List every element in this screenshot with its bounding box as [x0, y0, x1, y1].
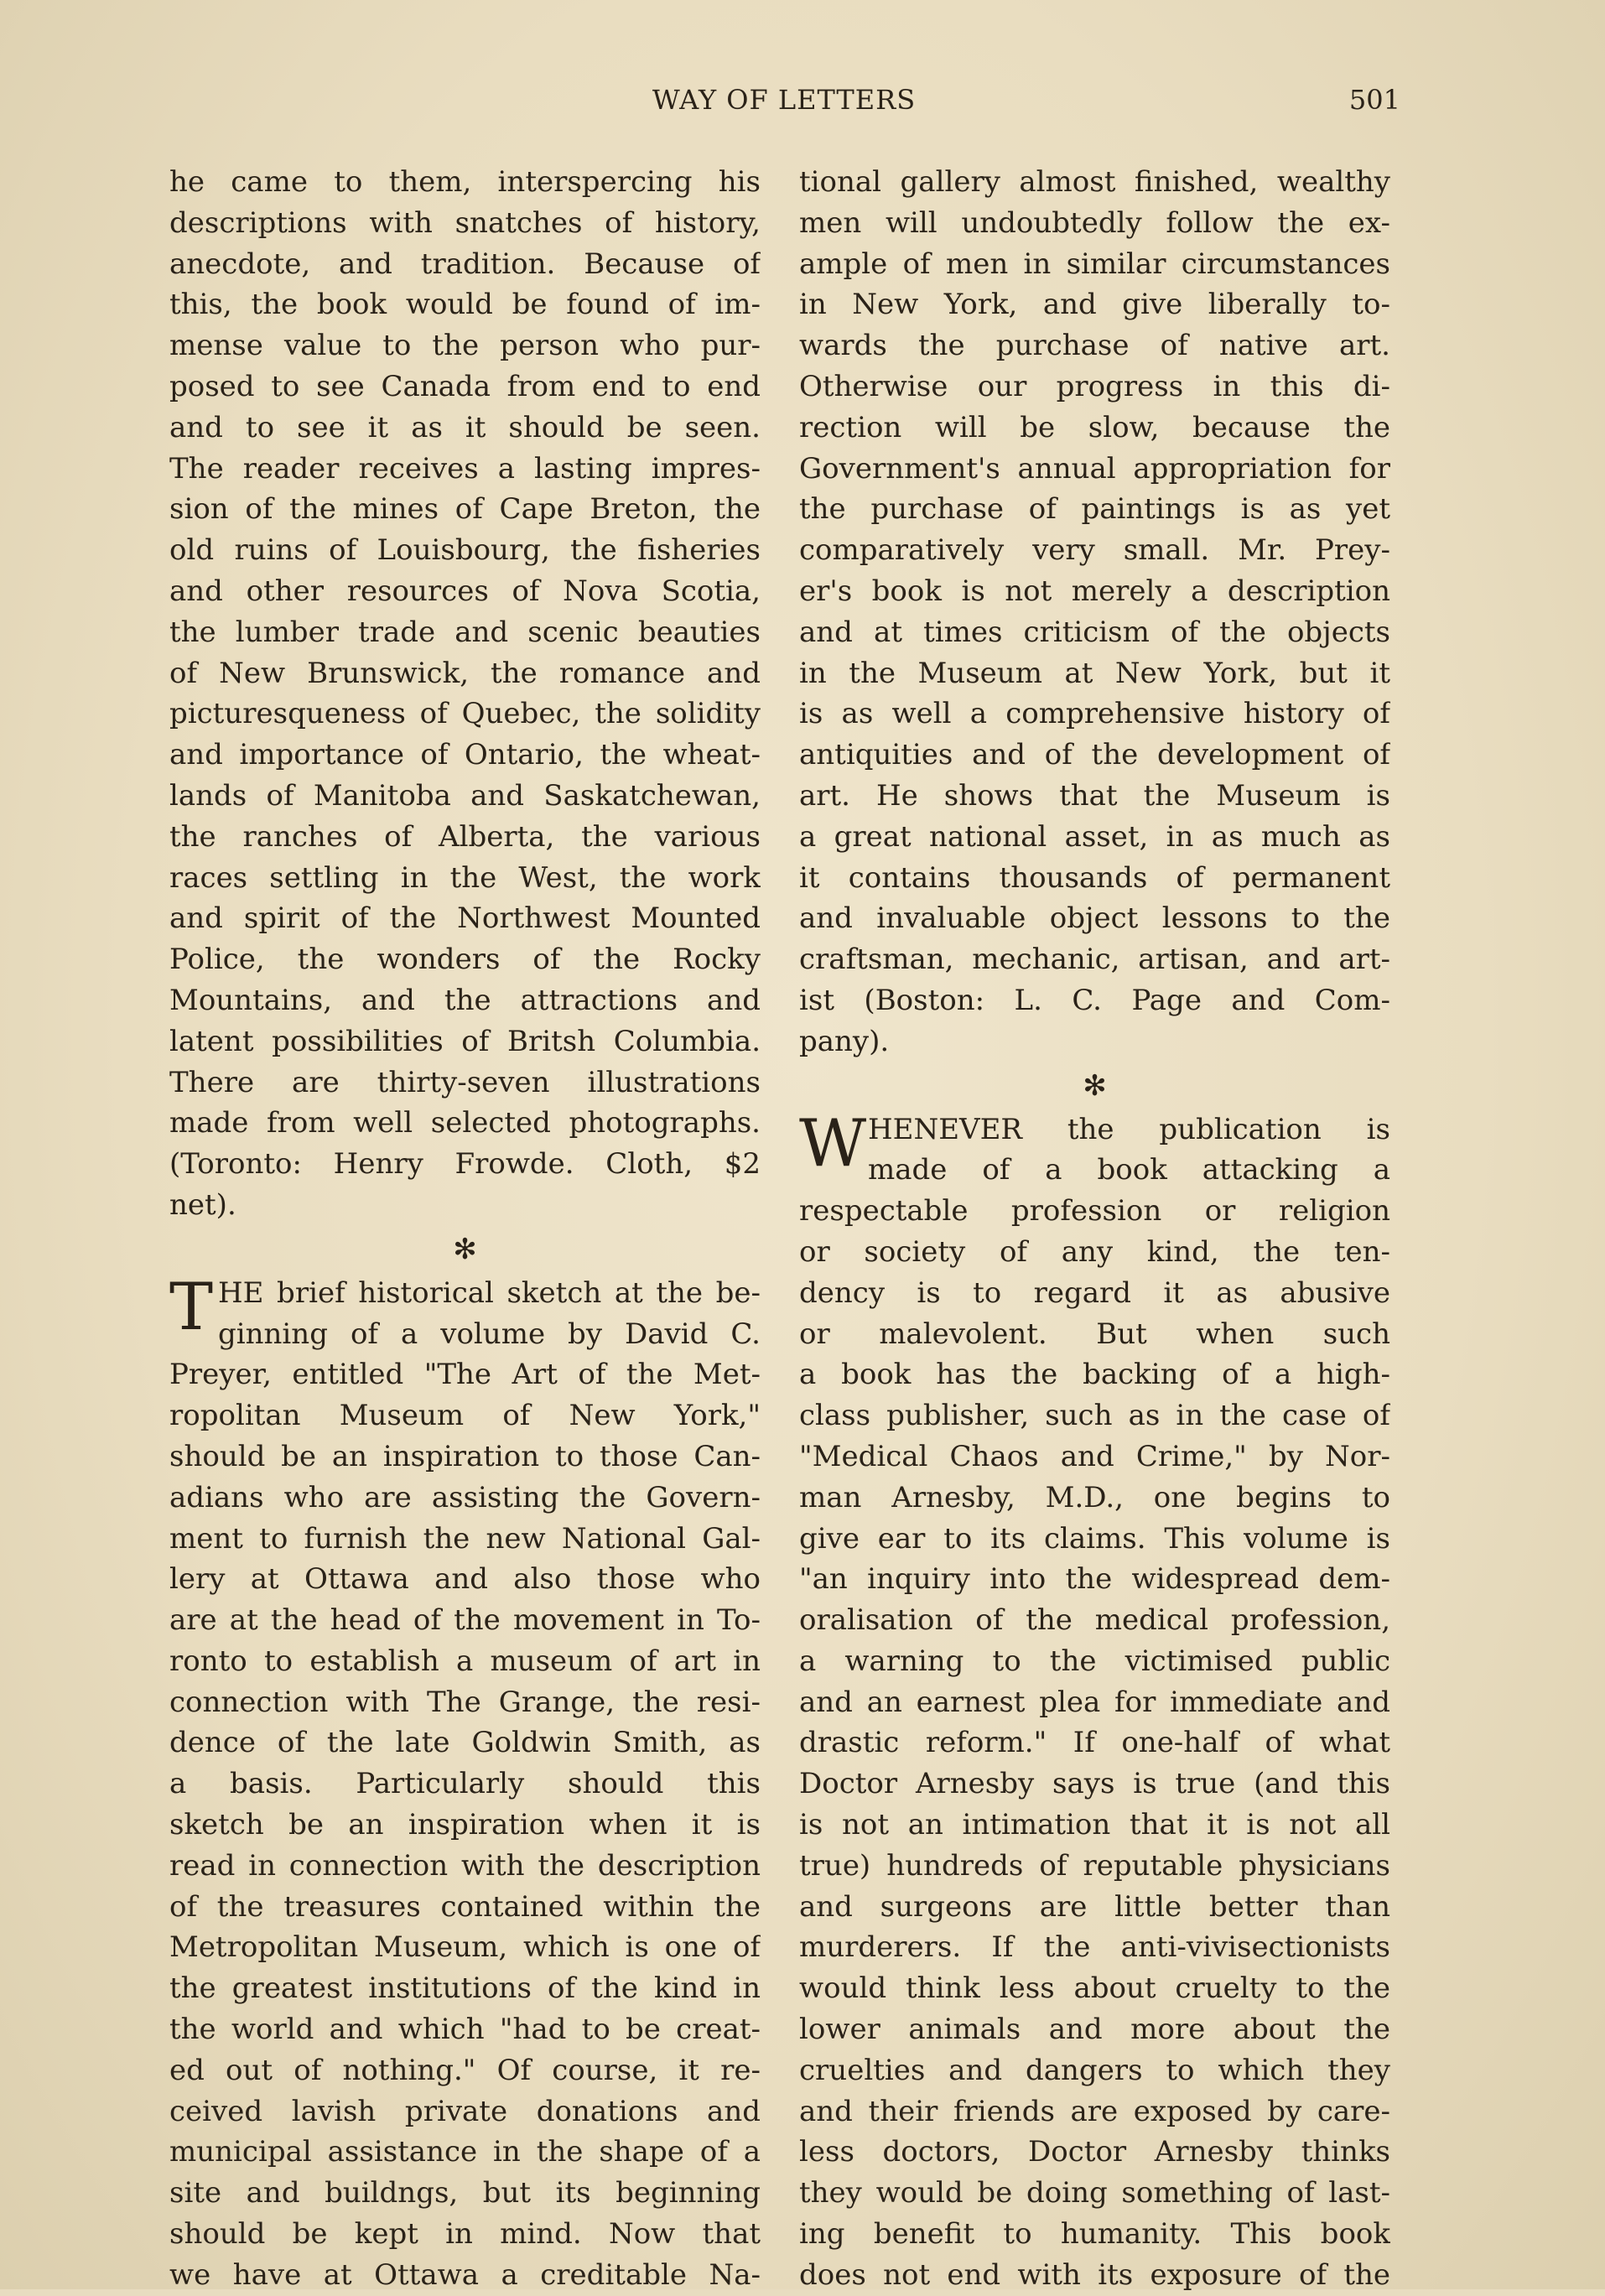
- text-line: comparatively very small. Mr. Prey-: [799, 533, 1390, 568]
- text-line: Doctor Arnesby says is true (and this: [799, 1767, 1390, 1801]
- text-line: the greatest institutions of the kind in: [169, 1971, 761, 2006]
- text-line: in the Museum at New York, but it: [799, 656, 1390, 690]
- text-line: the lumber trade and scenic beauties: [169, 615, 761, 649]
- left-paragraph-1: [169, 162, 761, 1226]
- text-line: true) hundreds of reputable physicians: [799, 1848, 1390, 1883]
- text-line: should be kept in mind. Now that: [169, 2217, 761, 2252]
- page-number: 501: [1348, 84, 1400, 116]
- text-line: ronto to establish a museum of art in: [169, 1644, 761, 1678]
- text-line: There are thirty-seven illustrations: [169, 1065, 761, 1099]
- text-line: dency is to regard it as abusive: [799, 1275, 1390, 1310]
- text-line: the ranches of Alberta, the various: [169, 819, 761, 854]
- text-line: er's book is not merely a description: [799, 574, 1390, 608]
- text-line: Preyer, entitled "The Art of the Met-: [169, 1358, 761, 1392]
- text-line: of the treasures contained within the: [169, 1889, 761, 1924]
- drop-cap: W: [799, 1105, 867, 1182]
- text-line: should be an inspiration to those Can-: [169, 1439, 761, 1473]
- text-line: picturesqueness of Quebec, the solidity: [169, 697, 761, 731]
- text-line: read in connection with the description: [169, 1848, 761, 1883]
- text-line: craftsman, mechanic, artisan, and art-: [799, 943, 1390, 977]
- right-paragraph-2: [799, 1105, 1390, 2296]
- text-line: murderers. If the anti-vivisectionists: [799, 1930, 1390, 1965]
- text-line: races settling in the West, the work: [169, 860, 761, 895]
- text-line: a basis. Particularly should this: [169, 1767, 761, 1801]
- text-line: ropolitan Museum of New York,": [169, 1399, 761, 1433]
- text-line: oralisation of the medical profession,: [799, 1603, 1390, 1638]
- text-line: and spirit of the Northwest Mounted: [169, 901, 761, 936]
- section-ornament: ✻: [1083, 1068, 1107, 1103]
- text-line: descriptions with snatches of history,: [169, 205, 761, 240]
- text-line: municipal assistance in the shape of a: [169, 2135, 761, 2169]
- text-line: are at the head of the movement in To-: [169, 1603, 761, 1638]
- text-line: a warning to the victimised public: [799, 1644, 1390, 1678]
- text-line: and surgeons are little better than: [799, 1889, 1390, 1924]
- text-line: give ear to its claims. This volume is: [799, 1521, 1390, 1556]
- text-line: "Medical Chaos and Crime," by Nor-: [799, 1439, 1390, 1473]
- text-line: ed out of nothing." Of course, it re-: [169, 2053, 761, 2087]
- text-line: latent possibilities of Britsh Columbia.: [169, 1024, 761, 1058]
- text-line: this, the book would be found of im-: [169, 288, 761, 322]
- text-line: lery at Ottawa and also those who: [169, 1562, 761, 1597]
- text-line: ist (Boston: L. C. Page and Com-: [799, 983, 1390, 1017]
- text-line: in New York, and give liberally to-: [799, 288, 1390, 322]
- text-line: HE brief historical sketch at the be-: [218, 1275, 761, 1310]
- text-line: and at times criticism of the objects: [799, 615, 1390, 649]
- text-line: old ruins of Louisbourg, the fisheries: [169, 533, 761, 568]
- text-line: Mountains, and the attractions and: [169, 983, 761, 1017]
- text-line: ample of men in similar circumstances: [799, 247, 1390, 281]
- text-line: men will undoubtedly follow the ex-: [799, 205, 1390, 240]
- text-line: would think less about cruelty to the: [799, 1971, 1390, 2006]
- text-line: drastic reform." If one-half of what: [799, 1726, 1390, 1760]
- text-line: Metropolitan Museum, which is one of: [169, 1930, 761, 1965]
- text-line: is not an intimation that it is not all: [799, 1808, 1390, 1842]
- text-line: the world and which "had to be creat-: [169, 2013, 761, 2047]
- text-line: Otherwise our progress in this di-: [799, 369, 1390, 403]
- text-line: class publisher, such as in the case of: [799, 1399, 1390, 1433]
- text-line: net).: [169, 1187, 236, 1222]
- text-line: and other resources of Nova Scotia,: [169, 574, 761, 608]
- text-line: made from well selected photographs.: [169, 1106, 761, 1140]
- left-column: [169, 162, 761, 2296]
- text-line: does not end with its exposure of the: [799, 2257, 1390, 2292]
- text-line: ceived lavish private donations and: [169, 2094, 761, 2128]
- text-line: lower animals and more about the: [799, 2013, 1390, 2047]
- text-line: site and buildngs, but its beginning: [169, 2176, 761, 2210]
- text-line: man Arnesby, M.D., one begins to: [799, 1480, 1390, 1514]
- text-line: a book has the backing of a high-: [799, 1358, 1390, 1392]
- text-line: anecdote, and tradition. Because of: [169, 247, 761, 281]
- text-line: antiquities and of the development of: [799, 738, 1390, 772]
- text-line: the purchase of paintings is as yet: [799, 492, 1390, 527]
- text-line: made of a book attacking a: [868, 1153, 1390, 1187]
- text-line: pany).: [799, 1024, 890, 1058]
- text-line: (Toronto: Henry Frowde. Cloth, $2: [169, 1147, 761, 1182]
- text-line: Government's annual appropriation for: [799, 451, 1390, 486]
- text-line: Police, the wonders of the Rocky: [169, 943, 761, 977]
- text-line: sketch be an inspiration when it is: [169, 1808, 761, 1842]
- text-line: less doctors, Doctor Arnesby thinks: [799, 2135, 1390, 2169]
- text-line: or society of any kind, the ten-: [799, 1234, 1390, 1269]
- page-header: [168, 84, 1400, 134]
- text-line: ing benefit to humanity. This book: [799, 2217, 1390, 2252]
- text-line: and their friends are exposed by care-: [799, 2094, 1390, 2128]
- right-paragraph-1: [799, 162, 1390, 1062]
- text-line: or malevolent. But when such: [799, 1317, 1390, 1351]
- text-line: he came to them, interspercing his: [169, 165, 761, 199]
- drop-cap: T: [169, 1269, 214, 1345]
- text-line: HENEVER the publication is: [868, 1112, 1390, 1146]
- text-line: of New Brunswick, the romance and: [169, 656, 761, 690]
- right-column: [799, 162, 1390, 2296]
- text-line: we have at Ottawa a creditable Na-: [169, 2257, 761, 2292]
- text-line: and invaluable object lessons to the: [799, 901, 1390, 936]
- text-line: it contains thousands of permanent: [799, 860, 1390, 895]
- text-line: ginning of a volume by David C.: [218, 1317, 761, 1351]
- text-line: a great national asset, in as much as: [799, 819, 1390, 854]
- text-line: rection will be slow, because the: [799, 410, 1390, 444]
- text-line: and to see it as it should be seen.: [169, 410, 761, 444]
- text-line: "an inquiry into the widespread dem-: [799, 1562, 1390, 1597]
- text-line: tional gallery almost finished, wealthy: [799, 165, 1390, 199]
- text-line: mense value to the person who pur-: [169, 329, 761, 363]
- running-title: WAY OF LETTERS: [652, 84, 917, 116]
- text-line: lands of Manitoba and Saskatchewan,: [169, 778, 761, 813]
- text-line: dence of the late Goldwin Smith, as: [169, 1726, 761, 1760]
- section-ornament: ✻: [453, 1232, 477, 1266]
- text-line: sion of the mines of Cape Breton, the: [169, 492, 761, 527]
- text-line: respectable profession or religion: [799, 1194, 1390, 1229]
- text-line: and an earnest plea for immediate and: [799, 1685, 1390, 1719]
- text-line: and importance of Ontario, the wheat-: [169, 738, 761, 772]
- text-line: they would be doing something of last-: [799, 2176, 1390, 2210]
- left-paragraph-2: [169, 1269, 761, 2296]
- text-line: art. He shows that the Museum is: [799, 778, 1390, 813]
- text-line: is as well a comprehensive history of: [799, 697, 1390, 731]
- text-line: adians who are assisting the Govern-: [169, 1480, 761, 1514]
- text-line: The reader receives a lasting impres-: [169, 451, 761, 486]
- text-line: cruelties and dangers to which they: [799, 2053, 1390, 2087]
- text-line: ment to furnish the new National Gal-: [169, 1521, 761, 1556]
- text-line: connection with The Grange, the resi-: [169, 1685, 761, 1719]
- text-line: posed to see Canada from end to end: [169, 369, 761, 403]
- text-line: wards the purchase of native art.: [799, 329, 1390, 363]
